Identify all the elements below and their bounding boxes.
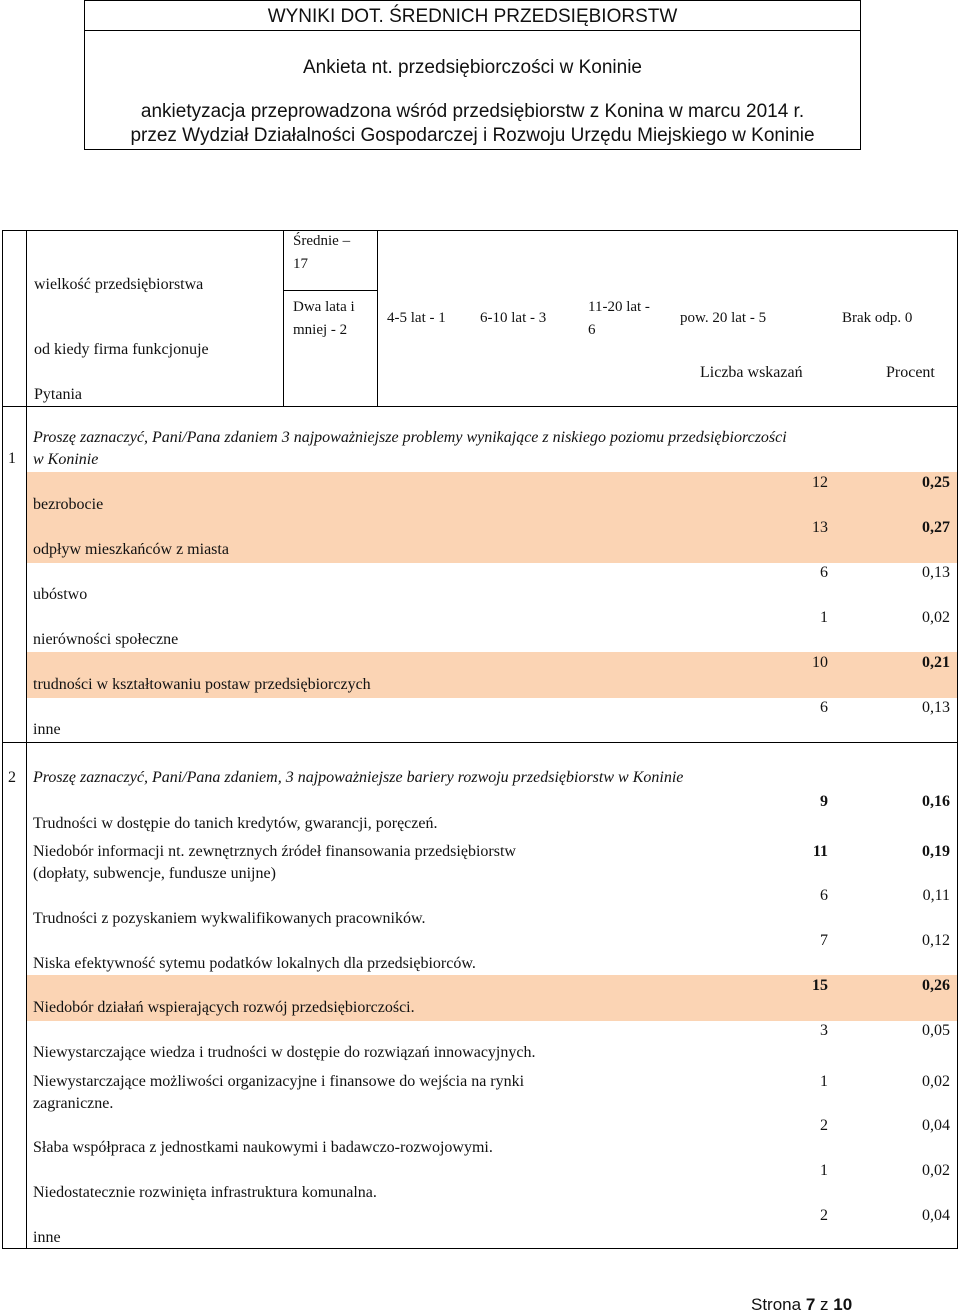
q2-answer-label: Niewystarczające możliwości organizacyjne i finansowe do wejścia na rynki [33, 1073, 525, 1090]
q2-answer-count: 2 [820, 1207, 828, 1224]
q2-answer-label: Niedobór informacji nt. zewnętrznych źródeł finansowania przedsiębiorstw [33, 843, 516, 860]
q1-answer-count: 6 [820, 699, 828, 716]
q1-answer-count: 13 [812, 519, 828, 536]
page-number [751, 1295, 852, 1315]
q1-answer-count: 12 [812, 474, 828, 491]
q2-answer-percent: 0,16 [922, 793, 950, 810]
q2-number: 2 [8, 769, 16, 786]
q2-answer-count: 6 [820, 887, 828, 904]
q1-answer-percent: 0,02 [922, 609, 950, 626]
number-column-divider [26, 230, 27, 1249]
q2-answer-label: Niedobór działań wspierających rozwój przedsiębiorczości. [33, 999, 415, 1016]
header-col-divider-1 [283, 230, 284, 406]
q2-answer-count: 2 [820, 1117, 828, 1134]
q2-answer-label: inne [33, 1229, 61, 1246]
q1-answer-percent: 0,25 [922, 474, 950, 491]
q1-bottom [2, 742, 957, 743]
page-separator: z [815, 1295, 834, 1314]
q2-answer-label-cont: zagraniczne. [33, 1095, 114, 1112]
q2-answer-percent: 0,05 [922, 1022, 950, 1039]
q2-answer-percent: 0,19 [922, 843, 950, 860]
survey-title: Ankieta nt. przedsiębiorczości w Koninie [302, 57, 642, 78]
percent-column-label: Procent [886, 364, 935, 381]
age-range-4-line1: 11-20 lat - [588, 299, 650, 315]
q1-answer-label: bezrobocie [33, 496, 104, 513]
q2-answer-count: 7 [820, 932, 828, 949]
q2-answer-percent: 0,26 [922, 977, 950, 994]
q2-answer-count: 1 [820, 1073, 828, 1090]
q2-answer-label: Niewystarczające wiedza i trudności w dostępie do rozwiązań innowacyjnych. [33, 1044, 536, 1061]
q1-answer-label: trudności w kształtowaniu postaw przedsiębiorczych [33, 676, 371, 693]
q1-answer-label: odpływ mieszkańców z miasta [33, 541, 229, 558]
questions-label: Pytania [34, 386, 82, 403]
q2-answer-label-cont: (dopłaty, subwencje, fundusze unijne) [33, 865, 276, 882]
age-range-4-line2: 6 [588, 322, 596, 338]
page-total: 10 [833, 1295, 853, 1314]
age-range-1-line1: Dwa lata i [293, 299, 355, 315]
page-prefix: Strona [751, 1295, 806, 1314]
q1-answer-percent: 0,27 [922, 519, 950, 536]
q2-answer-percent: 0,11 [922, 887, 950, 904]
q1-question-line2: w Koninie [33, 451, 99, 468]
count-column-label: Liczba wskazań [700, 364, 803, 381]
q2-answer-percent: 0,04 [922, 1207, 950, 1224]
q1-answer-label: nierówności społeczne [33, 631, 179, 648]
table-border-right [957, 230, 958, 1249]
q2-answer-label: Niedostatecznie rozwinięta infrastruktura komunalna. [33, 1184, 377, 1201]
report-header [84, 0, 861, 150]
survey-author: przez Wydział Działalności Gospodarczej i Rozwoju Urzędu Miejskiego w Koninie [130, 125, 815, 146]
q1-answer-count: 10 [812, 654, 828, 671]
age-range-3: 6-10 lat - 3 [480, 310, 547, 326]
page-current: 7 [805, 1295, 816, 1314]
q2-answer-percent: 0,02 [922, 1162, 950, 1179]
no-answer: Brak odp. 0 [842, 310, 913, 326]
q2-answer-count: 3 [820, 1022, 828, 1039]
report-title: WYNIKI DOT. ŚREDNICH PRZEDSIĘBIORSTW [267, 6, 678, 27]
since-label: od kiedy firma funkcjonuje [34, 341, 209, 358]
q2-answer-percent: 0,12 [922, 932, 950, 949]
q2-question: Proszę zaznaczyć, Pani/Pana zdaniem, 3 najpoważniejsze bariery rozwoju przedsiębiorstw w Koninie [33, 769, 684, 786]
q1-answer-count: 6 [820, 564, 828, 581]
header-col-divider-2 [377, 230, 378, 406]
size-value-line1: Średnie – [293, 233, 351, 249]
q2-answer-count: 9 [820, 793, 828, 810]
age-range-2: 4-5 lat - 1 [387, 310, 446, 326]
q1-answer-percent: 0,13 [922, 564, 950, 581]
age-range-5: pow. 20 lat - 5 [680, 310, 767, 326]
table-border-bottom [2, 1248, 957, 1249]
q1-question-line1: Proszę zaznaczyć, Pani/Pana zdaniem 3 najpoważniejsze problemy wynikające z niskiego poziomu przedsiębiorczości [33, 429, 787, 446]
q1-answer-percent: 0,13 [922, 699, 950, 716]
header-divider [85, 30, 860, 31]
table-header-bottom [2, 406, 957, 407]
q2-answer-count: 15 [812, 977, 828, 994]
q1-number: 1 [8, 450, 16, 467]
q1-answer-percent: 0,21 [922, 654, 950, 671]
age-range-1-line2: mniej - 2 [293, 322, 348, 338]
header-size-divider [283, 290, 378, 291]
q1-answer-label: ubóstwo [33, 586, 88, 603]
q1-answer-count: 1 [820, 609, 828, 626]
survey-method: ankietyzacja przeprowadzona wśród przedsiębiorstw z Konina w marcu 2014 r. [140, 101, 805, 122]
table-border-top [2, 230, 957, 231]
q1-answer-label: inne [33, 721, 61, 738]
q2-answer-percent: 0,04 [922, 1117, 950, 1134]
size-value-line2: 17 [293, 256, 308, 272]
size-label: wielkość przedsiębiorstwa [34, 276, 204, 293]
q2-answer-label: Trudności w dostępie do tanich kredytów, gwarancji, poręczeń. [33, 815, 438, 832]
table-border-left [2, 230, 3, 1249]
q2-answer-count: 11 [812, 843, 828, 860]
q2-answer-label: Trudności z pozyskaniem wykwalifikowanych pracowników. [33, 910, 426, 927]
q2-answer-count: 1 [820, 1162, 828, 1179]
q2-answer-percent: 0,02 [922, 1073, 950, 1090]
q2-answer-label: Niska efektywność sytemu podatków lokalnych dla przedsiębiorców. [33, 955, 476, 972]
q2-answer-label: Słaba współpraca z jednostkami naukowymi i badawczo-rozwojowymi. [33, 1139, 493, 1156]
